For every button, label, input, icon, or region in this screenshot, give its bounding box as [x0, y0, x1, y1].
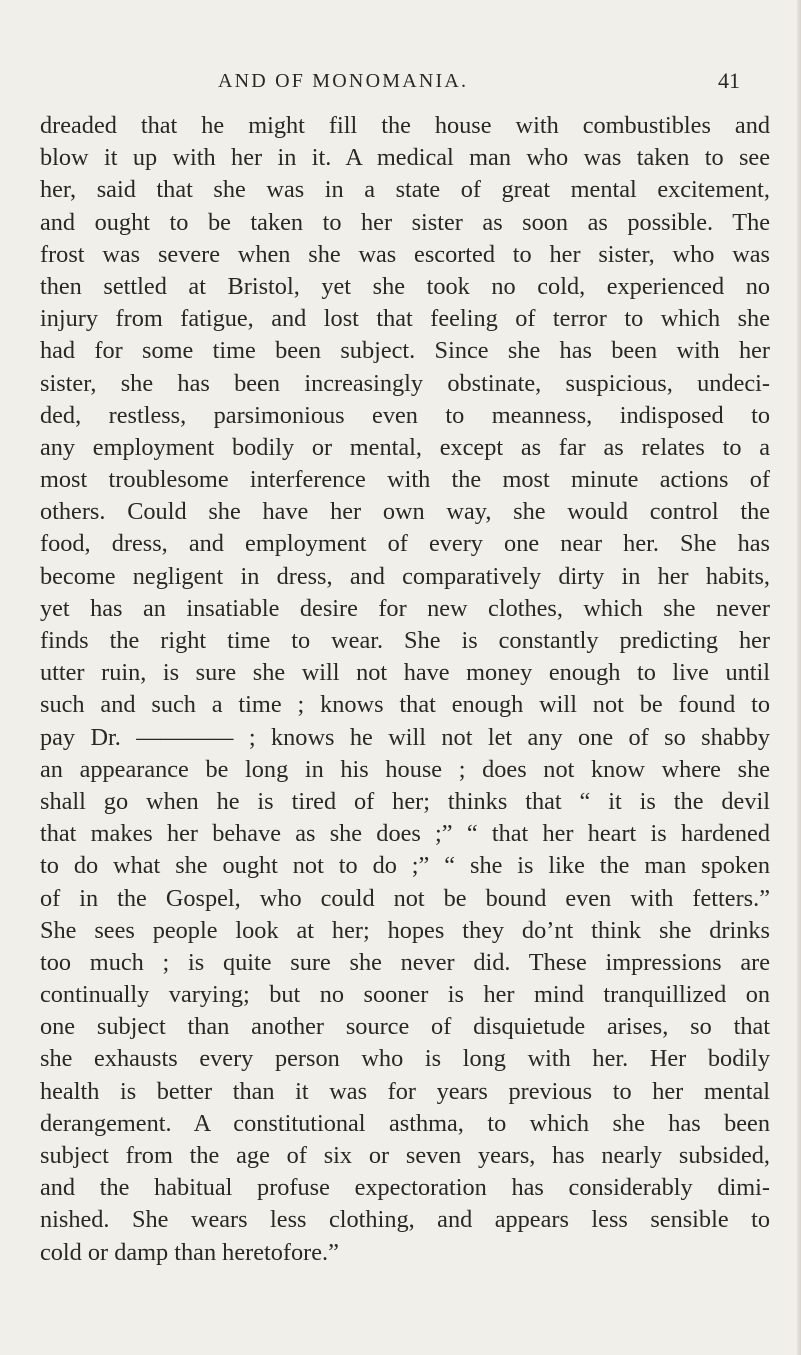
- text-line: health is better than it was for years previous to her mental: [40, 1077, 770, 1105]
- text-line: food, dress, and employment of every one near her. She has: [40, 530, 770, 558]
- text-line: had for some time been subject. Since she has been with her: [40, 337, 770, 365]
- text-line: and ought to be taken to her sister as soon as possible. The: [40, 208, 770, 236]
- text-line: continually varying; but no sooner is her mind tranquillized on: [40, 981, 770, 1009]
- text-line: an appearance be long in his house ; does not know where she: [40, 755, 770, 783]
- text-line: injury from fatigue, and lost that feeling of terror to which she: [40, 305, 770, 333]
- text-line: and the habitual profuse expectoration has considerably dimi-: [40, 1174, 770, 1202]
- text-line: too much ; is quite sure she never did. These impressions are: [40, 948, 770, 976]
- text-line: utter ruin, is sure she will not have money enough to live until: [40, 659, 770, 687]
- page-number: 41: [718, 68, 740, 93]
- text-line: such and such a time ; knows that enough will not be found to: [40, 691, 770, 719]
- text-line: finds the right time to wear. She is constantly predicting her: [40, 627, 770, 654]
- text-line: then settled at Bristol, yet she took no cold, experienced no: [40, 272, 770, 300]
- text-line: any employment bodily or mental, except as far as relates to a: [40, 433, 770, 461]
- text-line: that makes her behave as she does ;” “ that her heart is hardened: [40, 820, 770, 848]
- text-line: ded, restless, parsimonious even to meanness, indisposed to: [40, 401, 770, 429]
- text-line: of in the Gospel, who could not be bound even with fetters.”: [40, 884, 770, 912]
- page-header: [0, 70, 801, 110]
- text-line: She sees people look at her; hopes they do’nt think she drinks: [40, 916, 770, 944]
- text-line: others. Could she have her own way, she would control the: [40, 498, 770, 526]
- text-line: shall go when he is tired of her; thinks that “ it is the devil: [40, 787, 770, 815]
- text-line: one subject than another source of disquietude arises, so that: [40, 1013, 770, 1041]
- text-line: most troublesome interference with the most minute actions of: [40, 466, 770, 494]
- running-head: AND OF MONOMANIA.: [218, 70, 469, 92]
- text-line: she exhausts every person who is long with her. Her bodily: [40, 1045, 770, 1073]
- text-line: pay Dr. ———— ; knows he will not let any one of so shabby: [40, 723, 770, 751]
- text-line: nished. She wears less clothing, and appears less sensible to: [40, 1206, 770, 1234]
- text-line: yet has an insatiable desire for new clothes, which she never: [40, 594, 770, 622]
- text-line: dreaded that he might fill the house with combustibles and: [40, 112, 770, 139]
- text-line: become negligent in dress, and comparatively dirty in her habits,: [40, 562, 770, 590]
- text-line: blow it up with her in it. A medical man who was taken to see: [40, 144, 770, 172]
- text-line: derangement. A constitutional asthma, to which she has been: [40, 1109, 770, 1137]
- text-line: her, said that she was in a state of great mental excitement,: [40, 176, 770, 204]
- text-line: cold or damp than heretofore.”: [40, 1238, 339, 1266]
- text-line: to do what she ought not to do ;” “ she is like the man spoken: [40, 852, 770, 880]
- text-line: sister, she has been increasingly obstinate, suspicious, undeci-: [40, 369, 770, 397]
- text-line: subject from the age of six or seven years, has nearly subsided,: [40, 1142, 770, 1169]
- body-text: [40, 110, 770, 1269]
- page-edge: [797, 0, 801, 1355]
- text-line: frost was severe when she was escorted to her sister, who was: [40, 240, 770, 268]
